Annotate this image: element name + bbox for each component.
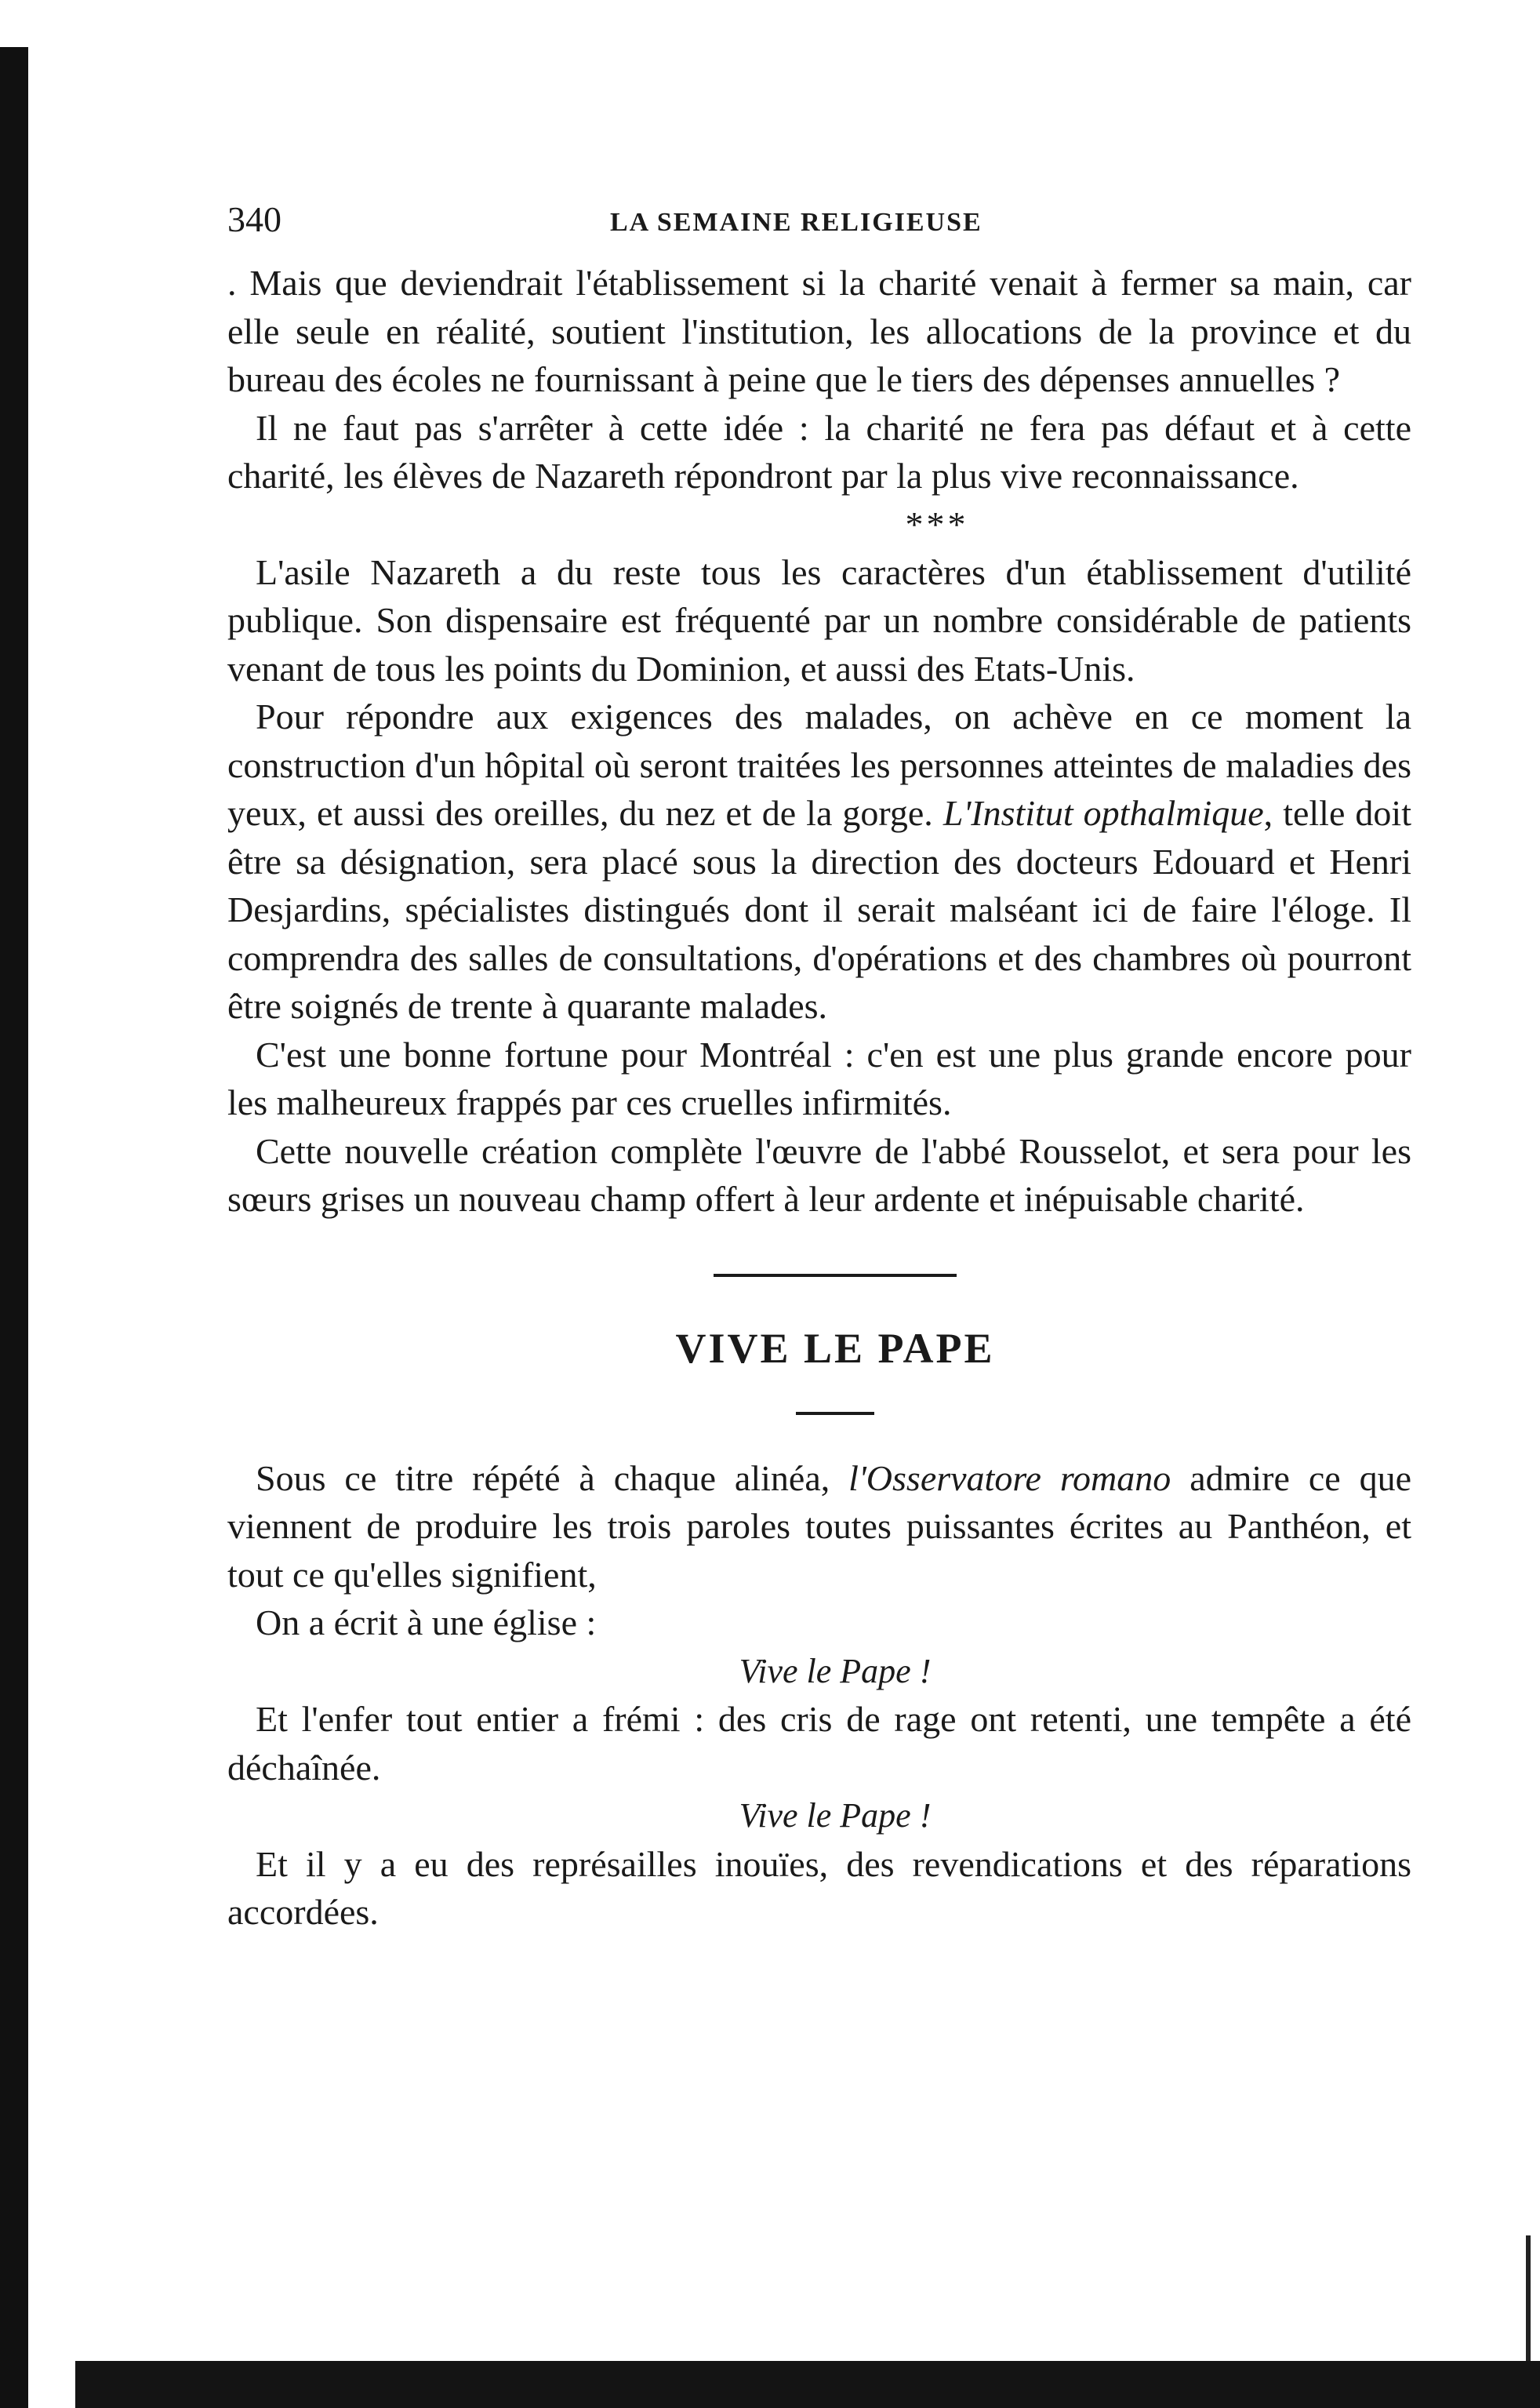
- text-run: Pour répondre aux exigences des malades, on achève en ce moment la construction d'un hôpital où seront traitées les personnes atteintes de maladies des yeux, et aussi des oreilles, du nez et de la gorge.: [227, 697, 1411, 833]
- scan-edge-left: [0, 47, 28, 2408]
- paragraph: Il ne faut pas s'arrêter à cette idée : la charité ne fera pas défaut et à cette charité, les élèves de Nazareth répondront par la plus vive reconnaissance.: [227, 407, 1411, 496]
- refrain-line: Vive le Pape !: [739, 1651, 932, 1690]
- running-head: [227, 196, 1411, 243]
- paragraph: On a écrit à une église :: [256, 1602, 597, 1642]
- title-rule: [796, 1412, 874, 1415]
- paragraph: Cette nouvelle création complète l'œuvre de l'abbé Rousselot, et sera pour les sœurs grises un nouveau champ offert à leur ardente et inépuisable charité.: [227, 1130, 1411, 1219]
- italic-run: l'Osservatore romano: [848, 1457, 1171, 1498]
- section-title: VIVE LE PAPE: [675, 1324, 995, 1372]
- paragraph: . Mais que deviendrait l'établissement si la charité venait à fermer sa main, car elle seule en réalité, soutient l'institution, les allocations de la province et du bureau des écoles ne fournissant à peine que le tiers des dépenses annuelles ?: [227, 263, 1411, 399]
- page-number: 340: [227, 199, 281, 239]
- paragraph-osservatore: [227, 1454, 1411, 1599]
- text-run: Sous ce titre répété à chaque alinéa,: [256, 1457, 849, 1498]
- text-run: admire ce que viennent de produire les trois paroles toutes puissantes écrites au Panthéon, et tout ce qu'elles signifient,: [227, 1457, 1412, 1595]
- paragraph: Et il y a eu des représailles inouïes, des revendications et des réparations accordées.: [227, 1843, 1411, 1932]
- paragraph: L'asile Nazareth a du reste tous les caractères d'un établissement d'utilité publique. Son dispensaire est fréquenté par un nombre considérable de patients venant de tous les points du Dominion, et aussi des Etats-Unis.: [227, 551, 1411, 689]
- paragraph: Et l'enfer tout entier a frémi : des cris de rage ont retenti, une tempête a été déchaînée.: [227, 1699, 1411, 1788]
- paragraph-institut: [227, 693, 1411, 1031]
- scan-edge-bottom: [75, 2361, 1540, 2408]
- section-divider: [714, 1274, 957, 1277]
- italic-run: L'Institut opthalmique: [943, 793, 1264, 833]
- asterism: ***: [905, 504, 969, 544]
- refrain-line: Vive le Pape !: [739, 1796, 932, 1835]
- paragraph: C'est une bonne fortune pour Montréal : c'en est une plus grande encore pour les malheureux frappés par ces cruelles infirmités.: [227, 1034, 1411, 1122]
- page: [227, 196, 1411, 1937]
- text-run: , telle doit être sa désignation, sera placé sous la direction des docteurs Edouard et Henri Desjardins, spécialistes distingués dont il serait malséant ici de faire l'éloge. Il comprendra des salles de consultations, d'opérations et des chambres où pourront être soignés de trente à quarante malades.: [227, 793, 1411, 1026]
- running-title: LA SEMAINE RELIGIEUSE: [610, 208, 982, 237]
- scan-edge-right: [1526, 2235, 1531, 2361]
- article-body: [227, 259, 1411, 1937]
